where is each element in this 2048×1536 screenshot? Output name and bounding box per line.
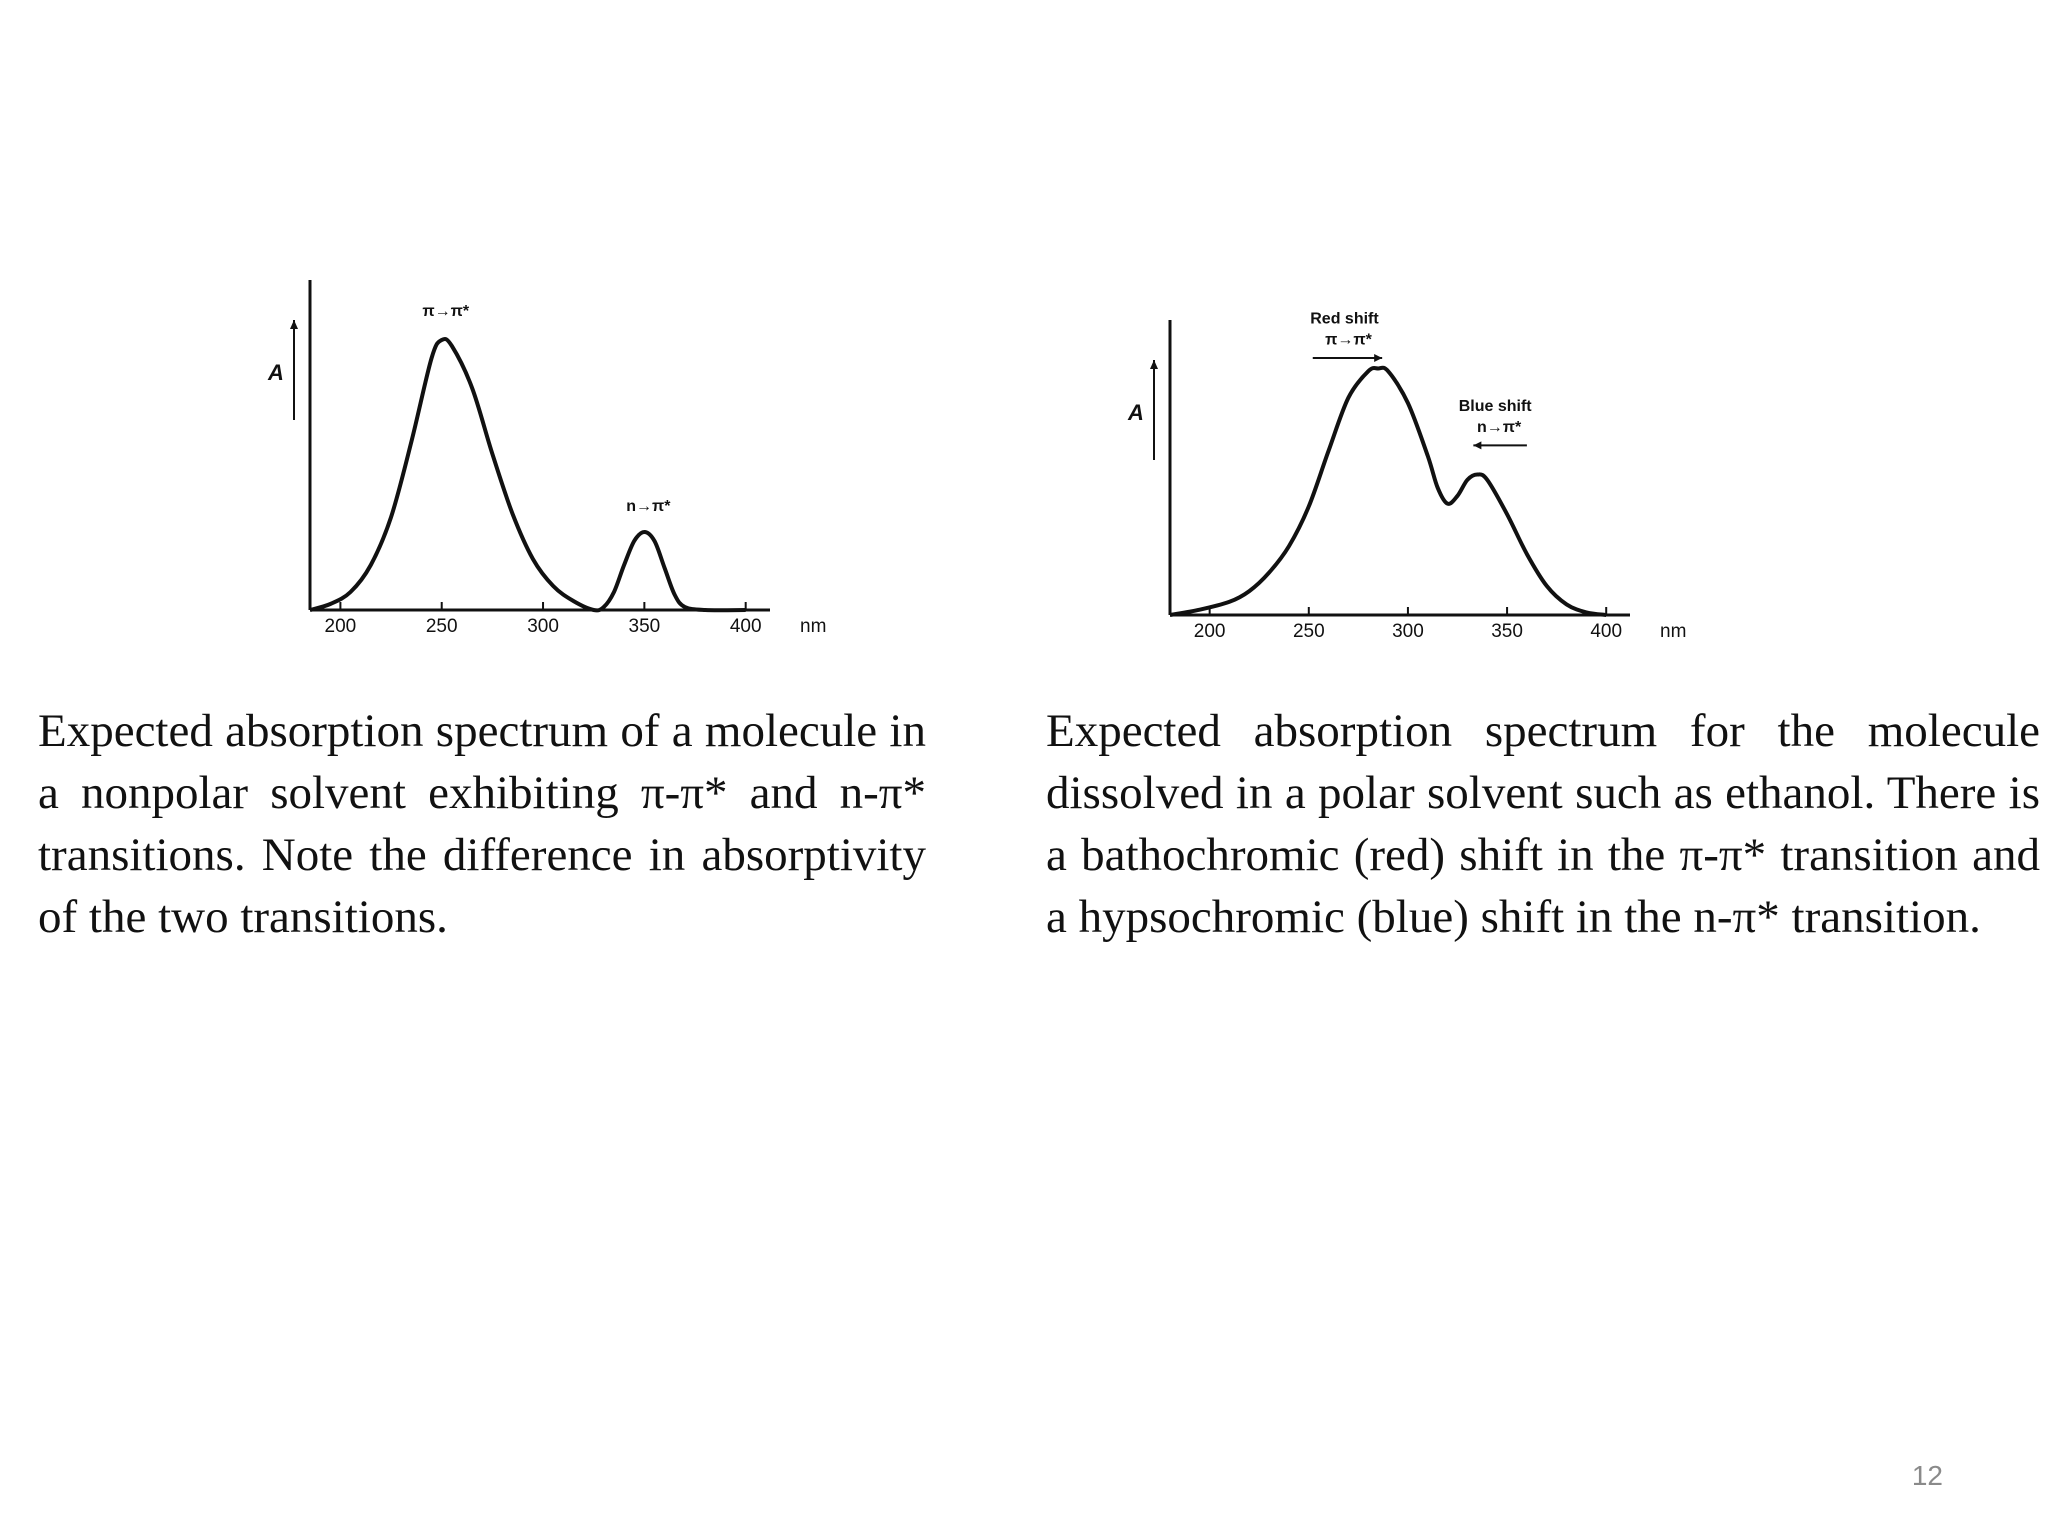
left-x-tick-label-350: 350 [628,616,661,637]
right-annotation-0: Red shift [1310,310,1379,328]
left-spectrum-chart [268,250,840,660]
right-x-tick-label-400: 400 [1590,621,1623,642]
left-x-tick-label-300: 300 [527,616,559,637]
left-annotation-1: n→π* [626,498,671,515]
right-x-tick-label-300: 300 [1392,621,1424,642]
right-annotation-2: Blue shift [1458,397,1532,415]
left-x-tick-label-200: 200 [324,616,357,637]
left-x-tick-label-400: 400 [729,616,762,637]
right-x-tick-label-250: 250 [1292,621,1325,642]
left-caption: Expected absorption spectrum of a molecule in a nonpolar solvent exhibiting π-π* and n-π* transitions. Note the difference in absorptivity of the two transitions. [38,705,926,943]
right-y-axis-label: A [1128,400,1144,425]
left-spectrum-line-0 [310,339,746,610]
left-x-axis-label: nm [800,616,827,637]
right-x-axis-label: nm [1660,621,1687,642]
right-caption: Expected absorption spectrum for the molecule dissolved in a polar solvent such as ethanol. There is a bathochromic (red) shift in the π-π* transition and a hypsochromic (blue) shift in the n-π* transition. [1046,705,2040,943]
left-y-arrow-head [290,320,298,329]
page-number: 12 [1911,1460,1943,1491]
right-x-tick-label-200: 200 [1193,621,1226,642]
right-y-arrow-head [1150,360,1158,369]
right-spectrum-line-0 [1170,368,1606,615]
blue-shift-arrow-head [1473,441,1481,449]
left-annotation-0: π→π* [422,303,470,320]
right-annotation-1: π→π* [1325,331,1372,349]
right-spectrum-chart [1128,300,1700,660]
right-x-tick-label-350: 350 [1491,621,1523,642]
left-y-axis-label: A [268,360,284,385]
right-annotation-3: n→π* [1477,419,1522,437]
red-shift-arrow-head [1374,354,1382,362]
left-x-tick-label-250: 250 [425,616,458,637]
